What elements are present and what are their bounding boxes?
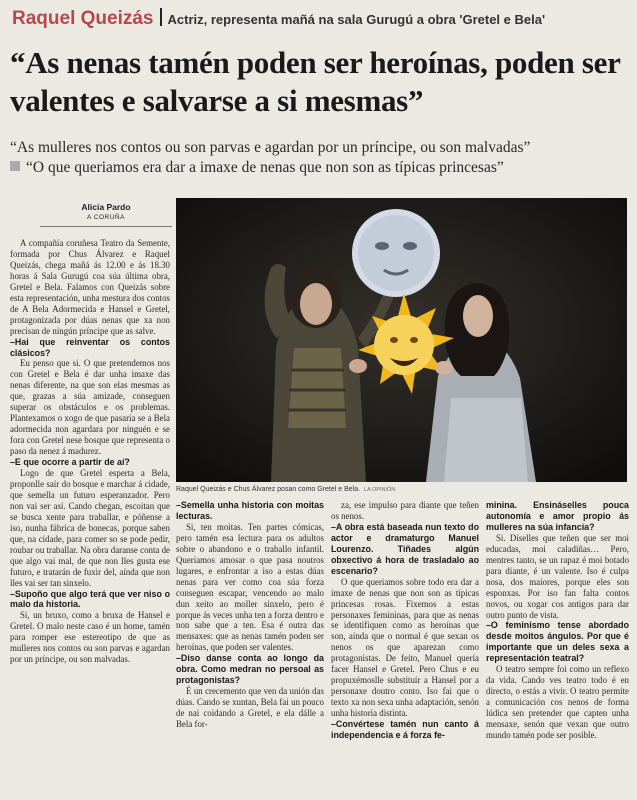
answer-paragraph: O que queriamos sobre todo era dar a imaxe de nenas que non son as típicas princesas rosas. Fixemos a estas personaxes femininas, para que as nenas se identifiquen como as heroínas que son, aínda que o normal é que sexan os nenos os que aparezan como protagonistas. De feito, Manuel quería facer Hansel e Gretel. Pero Chus e eu propuxémoslle substituír a Hansel por a personaxe doutro conto. Iso fai que o texto xa non sexa unha adaptación, senón unha historia distinta. (331, 576, 479, 719)
answer-paragraph: A compañía coruñesa Teatro da Semente, formada por Chus Álvarez e Raquel Queizás, chega mañá ás 12.00 e ás 18.30 horas á Sala Gurugú coa súa última obra, Gretel e Bela. Falamos con Queizás sobre esta representación, unha mestura dos contos de A Bela Adormecida e Hansel e Gretel, protagonizada por dúas nenas que xa non precisan de ningún príncipe que as salve. (10, 238, 170, 336)
answer-paragraph: za, ese impulso para diante que teñen os nenos. (331, 500, 479, 521)
article-photo (176, 198, 627, 482)
byline (40, 202, 172, 221)
square-bullet-icon (10, 161, 20, 171)
subhead-2-text: “O que queriamos era dar a imaxe de nenas que non son as típicas princesas” (26, 159, 504, 176)
subhead-2 (10, 158, 630, 177)
answer-paragraph: Si. Díselles que teñen que ser moi educadas, moi caladiñas… Pero, mentres tanto, se un rapaz é moi botado para diante, é un valente. Iso é culpa nosa, dos maiores, porque eles son esponxas. Por iso fan falta contos novos, ou xogar cos antigos para dar outro punto de vista. (486, 532, 629, 620)
interviewee-description: Actriz, representa mañá na sala Gurugú a obra 'Gretel e Bela' (167, 12, 546, 27)
answer-paragraph: Eu penso que si. O que pretendemos nos con Gretel e Bela é dar unha imaxe das nenas diferente, na que son elas mesmas as que, grazas a súa amizade, conseguen superar os obstáculos e os problemas. Plantexamos o xogo de que pasaría se a Bela adormecida non agardara por ninguén e se fora con Gretel nese bosque que representa o paso da nenez á madurez. (10, 358, 170, 457)
byline-author: Alicia Pardo (81, 202, 131, 212)
article-column-3 (331, 500, 479, 741)
kicker-divider (160, 8, 162, 26)
article-column-4 (486, 500, 629, 741)
question-paragraph: –E que ocorre a partir de aí? (10, 457, 130, 468)
answer-paragraph: É un crecemento que ven da unión das dúas. Cando se xuntan, Bela fai un pouco de nai coidando a Gretel, e ela dálle a Bela for- (176, 686, 324, 730)
photo-credit: LA OPINIÓN (364, 487, 396, 493)
answer-paragraph: O teatro sempre foi como un reflexo da vida. Cando ves teatro todo é en directo, o estás a vivir. O teatro permite a comunicación cos nenos de forma lúdica sen pretender que capten unha mensaxe, senón que vexan que outro mundo tamén pode ser posible. (486, 664, 629, 741)
headline: “As nenas tamén poden ser heroínas, poden ser valentes e salvarse a si mesmas” (10, 45, 621, 118)
article-column-1 (10, 238, 170, 665)
answer-paragraph: Si, un bruxo, como a bruxa de Hansel e Gretel. O malo neste caso é un home, tamén para romper ese estereotipo de que as mulleres nos contos ou son parvas e agardan por un príncipe, ou son malvadas. (10, 610, 170, 665)
byline-rule (40, 226, 172, 227)
question-paragraph: –Hai que reinventar os contos clásicos? (10, 336, 170, 358)
question-paragraph: –Diso danse conta ao longo da obra. Como medran no persoal as protagonistas? (176, 653, 324, 686)
interview-kicker (12, 8, 627, 34)
subhead-1 (10, 138, 630, 157)
question-paragraph: minina. Ensináselles pouca autonomía e amor propio ás mulleres na súa infancia? (486, 500, 629, 532)
byline-city: A CORUÑA (87, 214, 125, 221)
article-column-2 (176, 500, 324, 730)
subhead-1-text: “As mulleres nos contos ou son parvas e agardan por un príncipe, ou son malvadas” (10, 139, 531, 156)
question-paragraph: –Semella unha historia con moitas lecturas. (176, 500, 324, 521)
answer-paragraph: Si, ten moitas. Ten partes cómicas, pero tamén esa lectura para os adultos sobre o abandono e o traballo infantil. Queriamos amosar o que pasa noutros lugares, e enfrontar a iso a estas dúas nenas para ver como coa súa forza conseguen escapar, vencendo ao malo dun xeito ao moller sinxelo, pero é porque ás veces unha ten a forza dentro e non sabe que a ten. Esa é outra das mensaxes: que as nenas tamén poden ser heroínas, que poden ser valentes. (176, 521, 324, 653)
question-paragraph: –Supoño que algo terá que ver niso o malo da historia. (10, 588, 170, 610)
photo-caption-text: Raquel Queizás e Chus Álvarez posan como Gretel e Bela. (176, 486, 361, 493)
photo-caption (176, 486, 627, 493)
question-paragraph: –O feminismo tense abordado desde moitos ángulos. Por que é importante que un deles sexa a representación teatral? (486, 620, 629, 664)
photo-illustration (176, 198, 627, 482)
question-paragraph: –Convértese tamén nun canto á independencia e á forza fe- (331, 719, 479, 741)
question-paragraph: –A obra está baseada nun texto do actor e dramaturgo Manuel Lourenzo. Tiñades algún obxectivo á hora de trasladalo ao escenario? (331, 521, 479, 576)
interviewee-name: Raquel Queizás (12, 8, 154, 29)
answer-paragraph: Logo de que Gretel esperta a Bela, proponlle saír do bosque e marchar á cidade, que semella un futuro esperanzador. Pero non vai ser así. Cando chegan, escoitan que se busca xente para traballar, e póñense a iso, nunha fábrica de bonecas, porque saben que, na cidade, para comer so se pode pedir, roubar ou traballar. Na obra daranse conta de que algo vai mal, de que non lles gusta ese futuro, e tratarán de fuxir del, aínda que non lles vai ser tan sinxelo. (10, 468, 170, 588)
